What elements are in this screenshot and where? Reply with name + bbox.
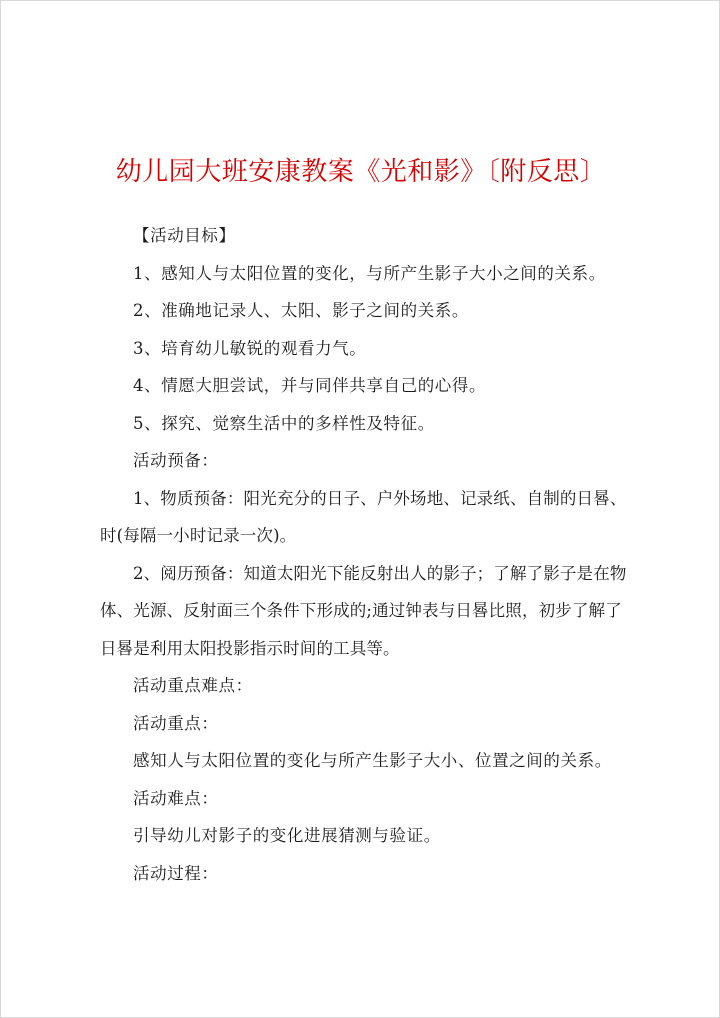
key-points-text: 感知人与太阳位置的变化与所产生影子大小、位置之间的关系。 bbox=[133, 751, 612, 770]
goal-item-4: 4、情愿大胆尝试，并与同伴共享自己的心得。 bbox=[133, 376, 487, 395]
subheading-difficult-points: 活动难点： bbox=[133, 788, 219, 808]
preparation-item-1: 1、物质预备：阳光充分的日子、户外场地、记录纸、自制的日晷、时(每隔一小时记录一次)。 bbox=[100, 488, 627, 545]
goal-item-3: 3、培育幼儿敏锐的观看力气。 bbox=[133, 338, 367, 358]
goal-item-2: 2、准确地记录人、太阳、影子之间的关系。 bbox=[133, 301, 469, 320]
preparation-item-2: 2、阅历预备：知道太阳光下能反射出人的影子；了解了影子是在物体、光源、反射面三个条件下形成的;通过钟表与日晷比照，初步了解了日晷是利用太阳投影指示时间的工具等。 bbox=[100, 563, 627, 658]
document-body bbox=[100, 217, 636, 892]
section-heading-preparation: 活动预备： bbox=[133, 451, 219, 470]
document-title: 幼儿园大班安康教案《光和影》〔附反思〕 bbox=[115, 157, 607, 187]
section-heading-key-difficult: 活动重点难点： bbox=[133, 676, 253, 695]
section-heading-process: 活动过程： bbox=[133, 863, 219, 883]
section-heading-goals: 【活动目标】 bbox=[133, 226, 236, 245]
goal-item-1: 1、感知人与太阳位置的变化，与所产生影子大小之间的关系。 bbox=[133, 263, 606, 283]
goal-item-5: 5、探究、觉察生活中的多样性及特征。 bbox=[133, 413, 435, 433]
difficult-points-text: 引导幼儿对影子的变化进展猜测与验证。 bbox=[133, 826, 441, 845]
subheading-key-points: 活动重点： bbox=[133, 713, 219, 733]
